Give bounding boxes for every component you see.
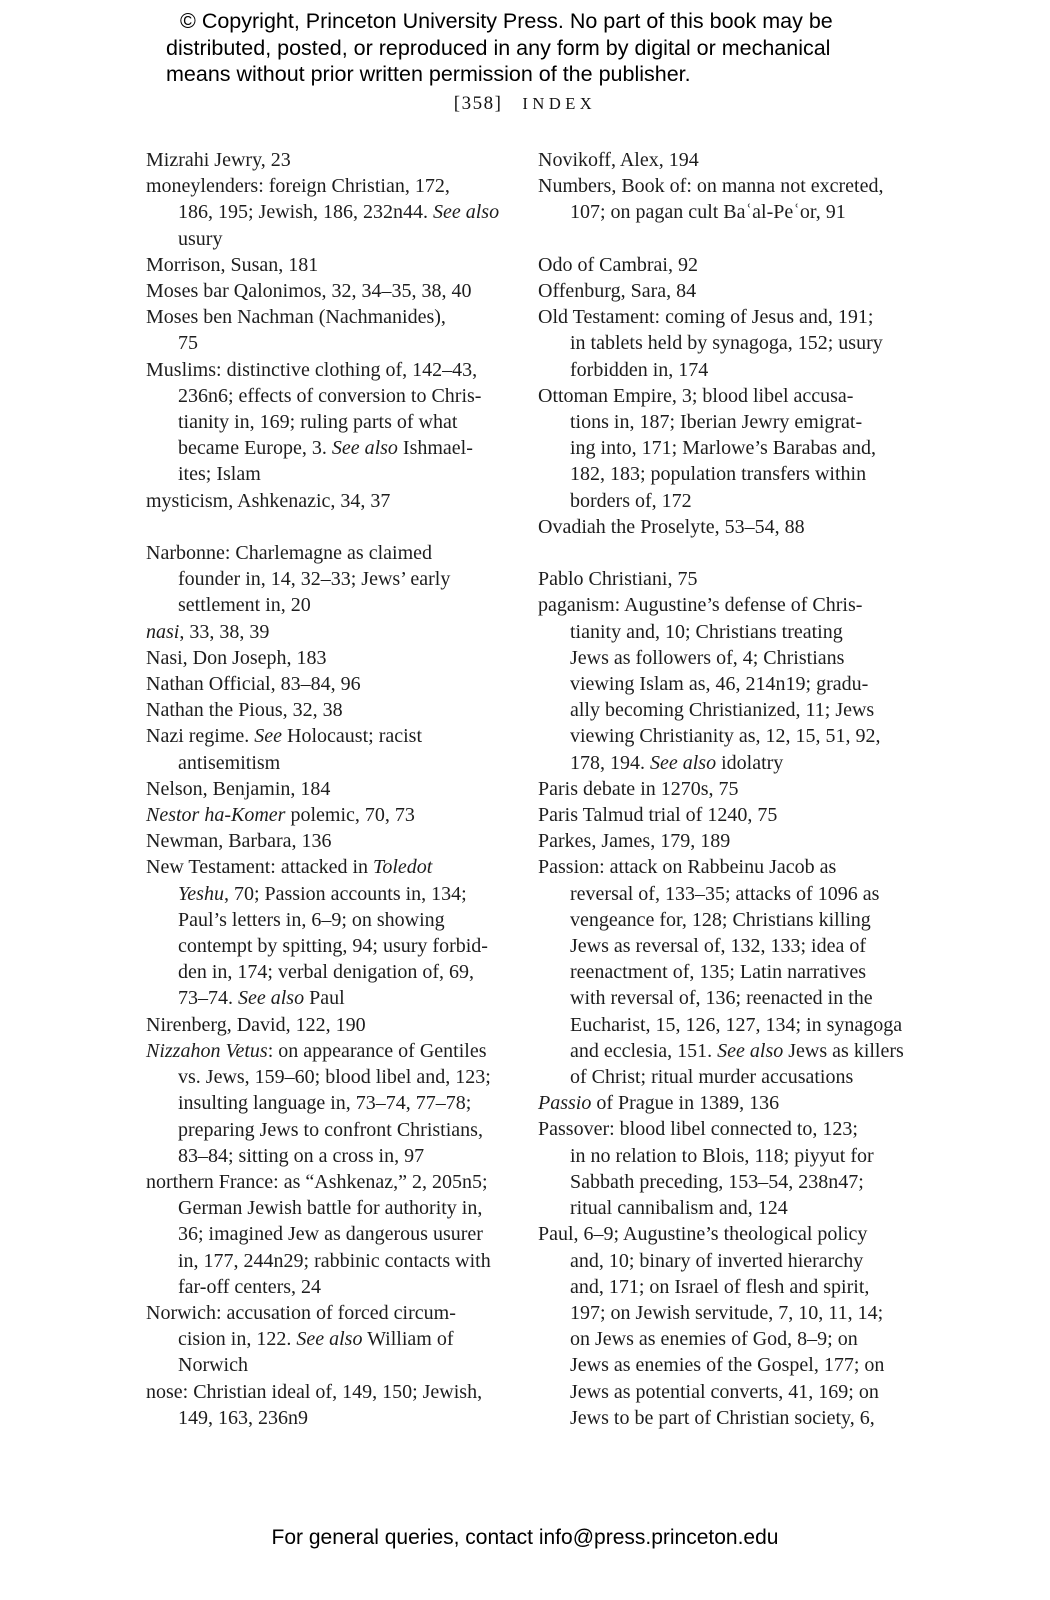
copyright-line: © Copyright, Princeton University Press. No part of this book may be [180,9,833,33]
index-entry-line: in, 177, 244n29; rabbinic contacts with [178,1249,491,1272]
index-entry [538,592,932,775]
index-column-right [538,147,932,1431]
index-entry-line: with reversal of, 136; reenacted in the [570,987,873,1010]
index-entry-line: Jews to be part of Christian society, 6, [570,1406,875,1429]
index-entry [146,357,532,488]
index-entry-line: tions in, 187; Iberian Jewry emigrat- [570,411,863,434]
index-entry-line: and, 10; binary of inverted hierarchy [570,1249,864,1272]
index-entry [538,252,932,278]
index-entry [146,828,532,854]
index-entry-line: ing into, 171; Marlowe’s Barabas and, [570,437,877,460]
index-entry-line: of Christ; ritual murder accusations [570,1066,854,1089]
index-entry-line: 182, 183; population transfers within [570,463,867,486]
index-entry-line: northern France: as “Ashkenaz,” 2, 205n5; [146,1170,488,1193]
index-entry [538,854,932,1090]
index-entry-line: ritual cannibalism and, 124 [570,1197,788,1220]
index-entry-line: Offenburg, Sara, 84 [538,280,697,302]
index-entry-line: New Testament: attacked in Toledot [146,856,433,879]
index-entry-line: vs. Jews, 159–60; blood libel and, 123; [178,1066,491,1089]
index-entry [146,723,532,775]
index-entry [146,304,532,356]
index-entry-line: 149, 163, 236n9 [178,1406,308,1429]
index-entry-line: Pablo Christiani, 75 [538,568,698,591]
index-entry [538,776,932,802]
index-entry-line: Jews as followers of, 4; Christians [570,646,845,669]
index-entry-line: cision in, 122. See also William of [178,1328,454,1351]
index-entry-line: Nirenberg, David, 122, 190 [146,1013,366,1036]
index-entry [146,776,532,802]
index-entry-line: 36; imagined Jew as dangerous usurer [178,1223,483,1246]
index-entry-line: contempt by spitting, 94; usury forbid- [178,935,488,958]
index-entry [146,802,532,828]
index-entry-line: Passio of Prague in 1389, 136 [538,1092,780,1115]
index-entry [538,383,932,514]
index-entry [146,1038,532,1169]
index-entry-line: Nathan Official, 83–84, 96 [146,673,361,696]
copyright-notice [166,8,966,88]
index-entry-line: Nazi regime. See Holocaust; racist [146,725,423,748]
index-entry [146,1169,532,1300]
index-entry [146,1012,532,1038]
index-entry-line: Nizzahon Vetus: on appearance of Gentiles [146,1039,487,1062]
index-entry-line: nose: Christian ideal of, 149, 150; Jewish, [146,1380,483,1403]
index-entry [538,828,932,854]
index-entry-line: Odo of Cambrai, 92 [538,253,698,276]
index-entry [146,645,532,671]
index-entry-line: Eucharist, 15, 126, 127, 134; in synagoga [570,1013,903,1036]
index-entry-line: Morrison, Susan, 181 [146,253,319,276]
index-entry-line: Mizrahi Jewry, 23 [146,149,291,171]
index-entry-line: tianity in, 169; ruling parts of what [178,411,458,434]
index-entry-line: 236n6; effects of conversion to Chris- [178,384,482,407]
index-entry [146,540,532,619]
index-entry [538,802,932,828]
index-entry-line: Norwich [178,1354,248,1377]
index-entry [538,147,932,173]
index-entry [538,1116,932,1221]
index-entry-line: borders of, 172 [570,489,692,512]
copyright-line: distributed, posted, or reproduced in any form by digital or mechanical [166,35,831,60]
index-entry [146,488,532,514]
index-entry-line: vengeance for, 128; Christians killing [570,908,871,931]
index-entry [146,1300,532,1379]
index-entry [146,671,532,697]
index-entry-line: 197; on Jewish servitude, 7, 10, 11, 14; [570,1301,884,1324]
index-entry-line: in tablets held by synagoga, 152; usury [570,332,883,355]
index-entry-line: became Europe, 3. See also Ishmael- [178,437,473,460]
index-entry-line: Paul’s letters in, 6–9; on showing [178,908,445,931]
index-entry-line: Nasi, Don Joseph, 183 [146,646,327,669]
index-entry-line: Yeshu, 70; Passion accounts in, 134; [178,882,467,905]
index-entry-line: Moses ben Nachman (Nachmanides), [146,306,446,329]
index-entry-line: Nathan the Pious, 32, 38 [146,699,343,722]
index-entry-line: Ottoman Empire, 3; blood libel accusa- [538,384,854,407]
index-entry-line: reenactment of, 135; Latin narratives [570,961,866,984]
index-entry-line: Muslims: distinctive clothing of, 142–43, [146,358,478,381]
index-entry-line: Passion: attack on Rabbeinu Jacob as [538,856,837,879]
index-entry-line: Norwich: accusation of forced circum- [146,1301,456,1324]
index-entry-line: Paul, 6–9; Augustine’s theological policy [538,1223,868,1246]
index-entry-line: Newman, Barbara, 136 [146,830,332,853]
index-entry [538,566,932,592]
index-entry-line: Numbers, Book of: on manna not excreted, [538,175,884,198]
index-entry-line: founder in, 14, 32–33; Jews’ early [178,568,451,591]
index-entry [146,619,532,645]
index-entry-line: den in, 174; verbal denigation of, 69, [178,961,475,984]
index-entry [146,147,532,173]
index-entry-line: ally becoming Christianized, 11; Jews [570,699,875,722]
index-entry-line: Moses bar Qalonimos, 32, 34–35, 38, 40 [146,280,472,303]
index-entry-line: moneylenders: foreign Christian, 172, [146,175,450,198]
index-entry [538,173,932,225]
index-entry [146,173,532,252]
index-entry-line: ites; Islam [178,463,261,486]
index-entry-line: tianity and, 10; Christians treating [570,620,843,643]
index-entry [146,252,532,278]
page-number: [358] [453,93,503,114]
index-entry-line: in no relation to Blois, 118; piyyut for [570,1144,874,1167]
index-entry-line: viewing Christianity as, 12, 15, 51, 92, [570,725,881,748]
index-entry-line: Jews as enemies of the Gospel, 177; on [570,1354,885,1377]
index-entry-line: reversal of, 133–35; attacks of 1096 as [570,882,880,905]
index-entry-line: Sabbath preceding, 153–54, 238n47; [570,1170,864,1193]
index-entry-line: nasi, 33, 38, 39 [146,620,270,643]
index-entry-line: mysticism, Ashkenazic, 34, 37 [146,489,391,512]
index-entry-line: Nestor ha-Komer polemic, 70, 73 [146,804,415,827]
index-entry [538,514,932,540]
index-entry-line: insulting language in, 73–74, 77–78; [178,1092,472,1115]
index-column-left [146,147,532,1431]
page-header [0,93,1050,115]
index-entry [146,278,532,304]
index-entry-line: 73–74. See also Paul [178,987,345,1010]
index-entry-line: far-off centers, 24 [178,1275,322,1298]
index-entry-line: Parkes, James, 179, 189 [538,830,731,853]
index-entry-line: preparing Jews to confront Christians, [178,1118,483,1141]
index-entry [538,1090,932,1116]
index-entry-line: forbidden in, 174 [570,358,709,381]
index-entry-line: Novikoff, Alex, 194 [538,149,699,171]
index-entry-line: usury [178,227,223,250]
index-entry-line: 107; on pagan cult Baʿal-Peʿor, 91 [570,201,846,224]
index-entry-line: Paris debate in 1270s, 75 [538,777,739,800]
index-entry-line: Jews as potential converts, 41, 169; on [570,1380,879,1403]
index-entry-line: viewing Islam as, 46, 214n19; gradu- [570,673,869,696]
index-entry-line: Passover: blood libel connected to, 123; [538,1118,858,1141]
index-entry-line: 83–84; sitting on a cross in, 97 [178,1144,425,1167]
index-entry-line: paganism: Augustine’s defense of Chris- [538,594,863,617]
index-entry [538,304,932,383]
index-entry [146,1379,532,1431]
index-entry-line: 178, 194. See also idolatry [570,751,784,774]
index-entry-line: Paris Talmud trial of 1240, 75 [538,804,778,827]
index-entry-line: Ovadiah the Proselyte, 53–54, 88 [538,515,805,538]
index-entry-line: antisemitism [178,751,281,774]
index-entry-line: and ecclesia, 151. See also Jews as killers [570,1039,904,1062]
index-entry-line: on Jews as enemies of God, 8–9; on [570,1328,858,1351]
index-entry [146,854,532,1011]
index-entry-line: and, 171; on Israel of flesh and spirit, [570,1275,870,1298]
index-entry-line: German Jewish battle for authority in, [178,1197,483,1220]
index-entry-line: settlement in, 20 [178,594,311,617]
index-entry [538,278,932,304]
footer-queries: For general queries, contact info@press.princeton.edu [271,1526,779,1549]
index-entry-line: 186, 195; Jewish, 186, 232n44. See also [178,201,500,224]
index-entry-line: 75 [178,332,198,355]
index-title: INDEX [522,94,597,113]
index-entry-line: Old Testament: coming of Jesus and, 191; [538,306,874,329]
index-entry [538,1221,932,1431]
index-entry-line: Nelson, Benjamin, 184 [146,777,331,800]
copyright-line: means without prior written permission of the publisher. [166,62,691,86]
index-entry-line: Jews as reversal of, 132, 133; idea of [570,935,867,958]
index-entry-line: Narbonne: Charlemagne as claimed [146,542,432,565]
index-entry [146,697,532,723]
